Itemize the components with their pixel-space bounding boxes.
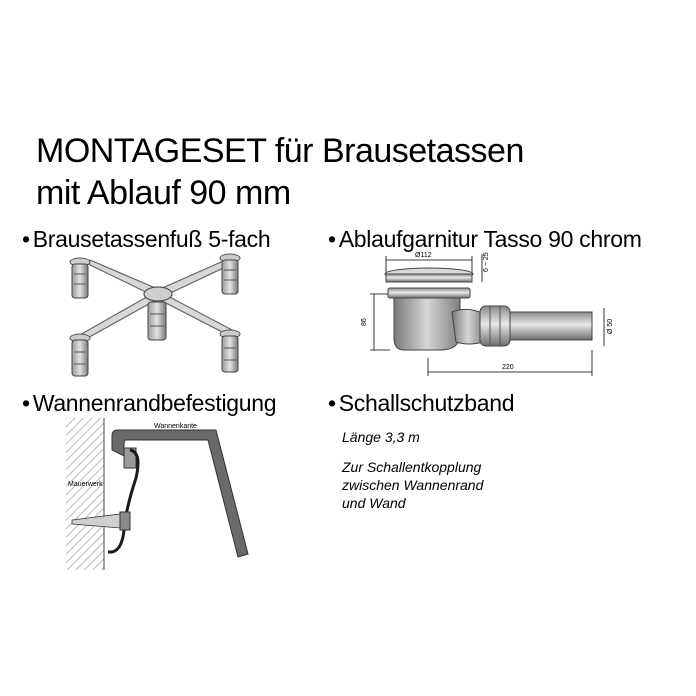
band-purpose-line-3: und Wand — [342, 495, 406, 511]
bullet: • — [328, 226, 336, 252]
page-title — [36, 130, 524, 214]
heading-band — [328, 390, 514, 416]
band-purpose-line-1: Zur Schallentkopplung — [342, 459, 482, 475]
drain-outlet-pipe — [510, 312, 592, 340]
bullet: • — [22, 226, 30, 252]
foot-top-left — [70, 258, 90, 298]
heading-bracket-label: Wannenrandbefestigung — [32, 390, 277, 416]
drain-body — [394, 298, 460, 350]
bullet: • — [22, 390, 30, 416]
heading-drain-label: Ablaufgarnitur Tasso 90 chrom — [338, 226, 642, 252]
band-length: Länge 3,3 m — [342, 429, 420, 445]
heading-feet — [22, 226, 270, 252]
edge-label: Wannenkante — [154, 423, 197, 430]
bracket-illustration — [66, 418, 256, 570]
title-line-2: mit Ablauf 90 mm — [36, 174, 291, 212]
foot-center — [148, 302, 166, 340]
dim-height-6-25: 6 ~ 25 — [483, 252, 490, 272]
wall-label: Mauerwerk — [68, 481, 103, 488]
heading-drain — [328, 226, 642, 252]
tray-feet-illustration — [60, 250, 260, 390]
dim-diameter-112: Ø112 — [415, 252, 432, 259]
dim-height-86: 86 — [361, 318, 368, 326]
foot-top-right — [220, 254, 240, 294]
title-line-1: MONTAGESET für Brausetassen — [36, 132, 524, 170]
dim-width-220: 220 — [502, 364, 514, 371]
foot-bottom-right — [220, 330, 240, 372]
heading-feet-label: Brausetassenfuß 5-fach — [32, 226, 271, 252]
dim-diameter-50: Ø 50 — [607, 318, 614, 334]
drain-illustration — [360, 250, 620, 380]
band-purpose-line-2: zwischen Wannenrand — [342, 477, 484, 493]
bullet: • — [328, 390, 336, 416]
foot-bottom-left — [70, 334, 90, 376]
feet-center-plate — [144, 287, 172, 301]
wall — [66, 418, 104, 570]
heading-bracket — [22, 390, 276, 416]
heading-band-label: Schallschutzband — [338, 390, 515, 416]
